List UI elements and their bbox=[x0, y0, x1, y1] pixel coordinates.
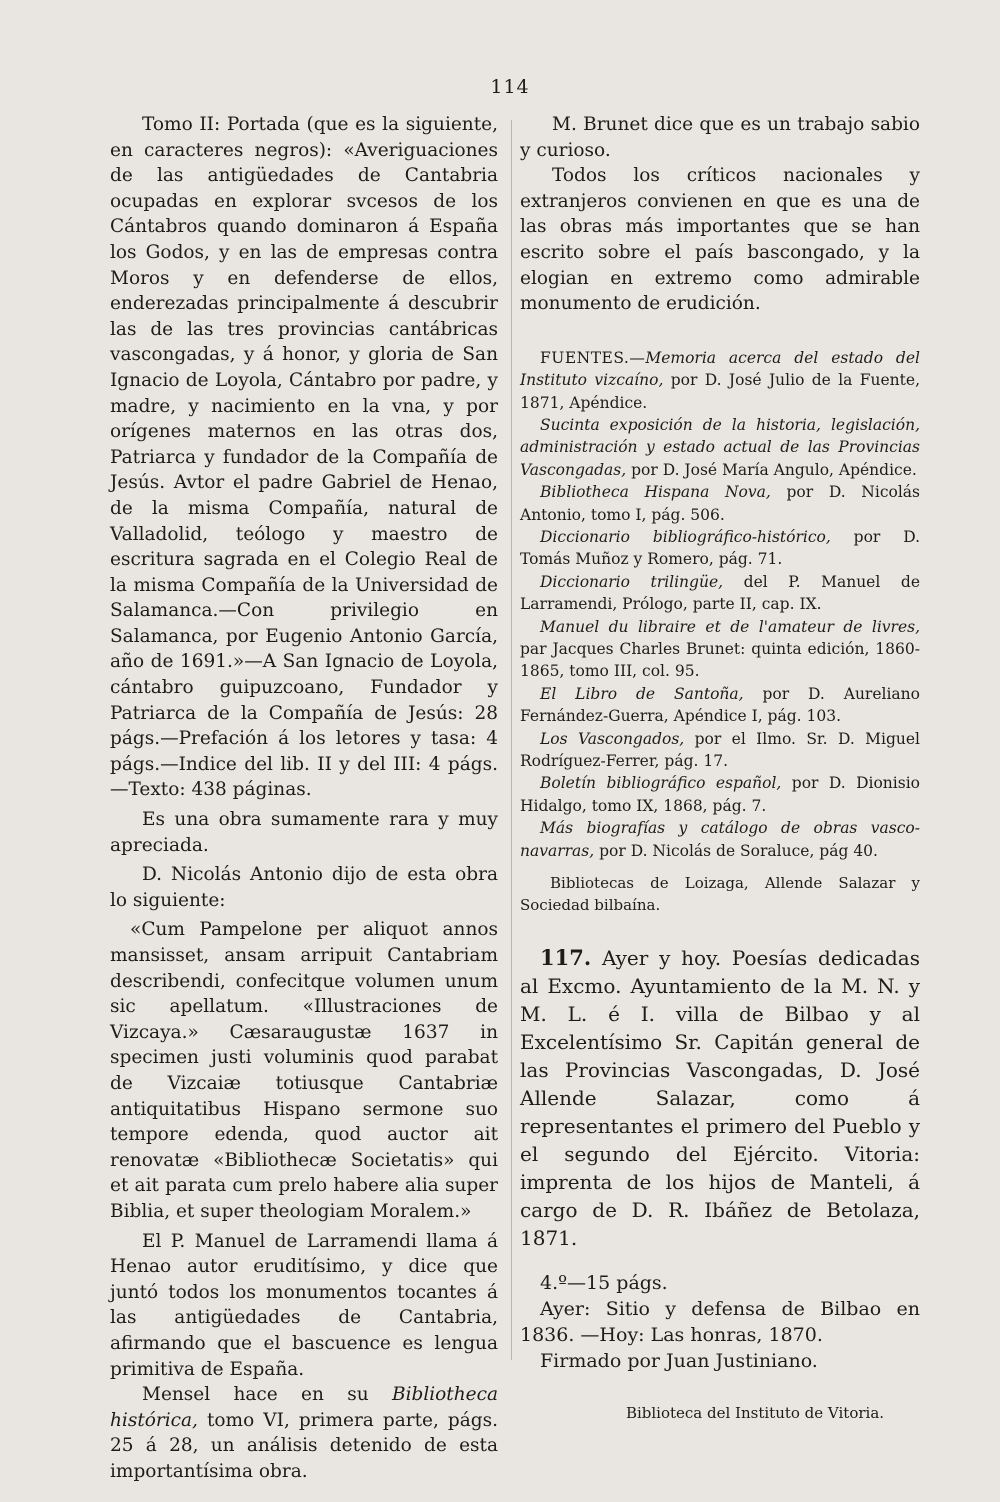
source-title: Los Vascongados, bbox=[540, 729, 685, 748]
page-number: 114 bbox=[490, 76, 530, 98]
source-title: Memoria acerca del estado del Instituto vizcaíno, bbox=[520, 348, 920, 390]
libraries-note: Bibliotecas de Loizaga, Allende Salazar y Sociedad bilbaína. bbox=[520, 874, 920, 915]
paragraph-rarity: Es una obra sumamente rara y muy apreciada. bbox=[110, 809, 498, 856]
source-item bbox=[520, 683, 920, 728]
entry-format: 4.º—15 págs. bbox=[540, 1272, 668, 1295]
source-rest: por D. Tomás Muñoz y Romero, pág. 71. bbox=[520, 528, 920, 569]
paragraph-mensel bbox=[110, 1382, 498, 1484]
column-divider bbox=[511, 120, 512, 1360]
entry-signed: Firmado por Juan Justiniano. bbox=[540, 1350, 818, 1373]
source-title: Manuel du libraire et de l'amateur de livres, bbox=[540, 617, 920, 636]
source-item bbox=[520, 347, 920, 414]
sources-label: FUENTES.— bbox=[540, 348, 646, 367]
source-item bbox=[520, 571, 920, 616]
mensel-title: Bibliotheca histórica, bbox=[110, 1384, 498, 1431]
source-item bbox=[520, 772, 920, 817]
source-title: Bibliotheca Hispana Nova, bbox=[540, 483, 771, 502]
paragraph-larramendi: El P. Manuel de Larramendi llama á Henao autor eruditísimo, y dice que juntó todos los monumentos tocantes á las antigüedades de Cantabria, afirmando que el bascuence es lengua primitiva de España. bbox=[110, 1230, 498, 1380]
source-item bbox=[520, 817, 920, 862]
mensel-pre: Mensel hace en su bbox=[142, 1384, 392, 1406]
entry-117 bbox=[520, 944, 920, 1252]
paragraph-tomo-ii: Tomo II: Portada (que es la siguiente, en caracteres negros): «Averiguaciones de las antigüedades de Cantabria ocupadas en explorar svcesos de los Cántabros quando dominaron á España los Godos, y en las de empresas contra Moros y en defenderse de ellos, enderezadas principalmente á descubrir las de las tres provincias cantábricas vascongadas, y á honor, y gloria de San Ignacio de Loyola, Cántabro por padre, y madre, y nacimiento en la vna, y por orígenes maternos en las otras dos, Patriarca y fundador de la Compañía de Jesús. Avtor el padre Gabriel de Henao, de la misma Compañía, natural de Valladolid, teólogo y maestro de escritura sagrada en el Colegio Real de la misma Compañía de la Universidad de Salamanca.—Con privilegio en Salamanca, por Eugenio Antonio García, año de 1691.»—A San Ignacio de Loyola, cántabro guipuzcoano, Fundador y Patriarca de la Compañía de Jesús: 28 págs.—Prefación á los letores y tasa: 4 págs.—Indice del lib. II y del III: 4 págs.—Texto: 438 páginas. bbox=[110, 114, 498, 801]
source-rest: por D. Nicolás de Soraluce, pág 40. bbox=[594, 841, 878, 860]
library-vitoria: Biblioteca del Instituto de Vitoria. bbox=[625, 1404, 885, 1423]
right-column bbox=[520, 112, 920, 1424]
source-rest: par Jacques Charles Brunet: quinta edición, 1860-1865, tomo III, col. 95. bbox=[520, 640, 920, 681]
source-title: Sucinta exposición de la historia, legislación, administración y estado actual de las Provincias Vascongadas, bbox=[520, 415, 920, 479]
source-item bbox=[520, 414, 920, 481]
mensel-post: tomo VI, primera parte, págs. 25 á 28, un análisis detenido de esta importantísima obra. bbox=[110, 1409, 498, 1482]
source-rest: por D. José María Angulo, Apéndice. bbox=[626, 460, 917, 479]
source-rest: por D. Aureliano Fernández-Guerra, Apéndice I, pág. 103. bbox=[520, 684, 920, 726]
source-item bbox=[520, 481, 920, 526]
source-title: El Libro de Santoña, bbox=[540, 684, 744, 703]
source-title: Boletín bibliográfico español, bbox=[540, 774, 782, 793]
source-rest: por D. José Julio de la Fuente, 1871, Apéndice. bbox=[520, 371, 920, 412]
left-column bbox=[110, 112, 498, 1484]
source-item bbox=[520, 616, 920, 683]
source-title: Diccionario trilingüe, bbox=[540, 572, 724, 591]
source-title: Más biografías y catálogo de obras vasco-navarras, bbox=[520, 819, 920, 860]
source-item bbox=[520, 526, 920, 571]
paragraph-nicolas-antonio: D. Nicolás Antonio dijo de esta obra lo siguiente: bbox=[110, 864, 498, 911]
source-rest: por D. Dionisio Hidalgo, tomo IX, 1868, pág. 7. bbox=[520, 774, 920, 815]
paragraph-brunet: M. Brunet dice que es un trabajo sabio y curioso. bbox=[520, 114, 920, 161]
source-title: Diccionario bibliográfico-histórico, bbox=[540, 528, 831, 546]
entry-number: 117. bbox=[540, 945, 592, 971]
source-item bbox=[520, 728, 920, 773]
source-rest: por D. Nicolás Antonio, tomo I, pág. 506. bbox=[520, 483, 920, 524]
entry-contents: Ayer: Sitio y defensa de Bilbao en 1836. —Hoy: Las honras, 1870. bbox=[520, 1298, 920, 1347]
paragraph-critics: Todos los críticos nacionales y extranjeros convienen en que es una de las obras más importantes que se han escrito sobre el país bascongado, y la elogian en extremo como admirable monumento de erudición. bbox=[520, 165, 920, 315]
latin-quotation: «Cum Pampelone per aliquot annos mansisset, ansam arripuit Cantabriam describendi, confecitque volumen unum sic apellatum. «Illustraciones de Vizcaya.» Cæsaraugustæ 1637 in specimen justi voluminis quod parabat de Vizcaiæ totiusque Cantabriæ antiquitatibus Hispano sermone suo tempore edenda, quod auctor ait renovatæ «Bibliothecæ Societatis» qui et ait parata cum prelo habere alia super Biblia, et super theologiam Moralem.» bbox=[110, 919, 498, 1222]
source-rest: por el Ilmo. Sr. D. Miguel Rodríguez-Ferrer, pág. 17. bbox=[520, 729, 920, 771]
source-rest: del P. Manuel de Larramendi, Prólogo, parte II, cap. IX. bbox=[520, 572, 921, 614]
entry-text: Ayer y hoy. Poesías dedicadas al Excmo. Ayuntamiento de la M. N. y M. L. é I. villa de Bilbao y al Excelentísimo Sr. Capitán general de las Provincias Vascongadas, D. José Allende Salazar, como á representantes el primero del Pueblo y el segundo del Ejército. Vitoria: imprenta de los hijos de Manteli, á cargo de D. R. Ibáñez de Betolaza, 1871. bbox=[520, 946, 920, 1251]
